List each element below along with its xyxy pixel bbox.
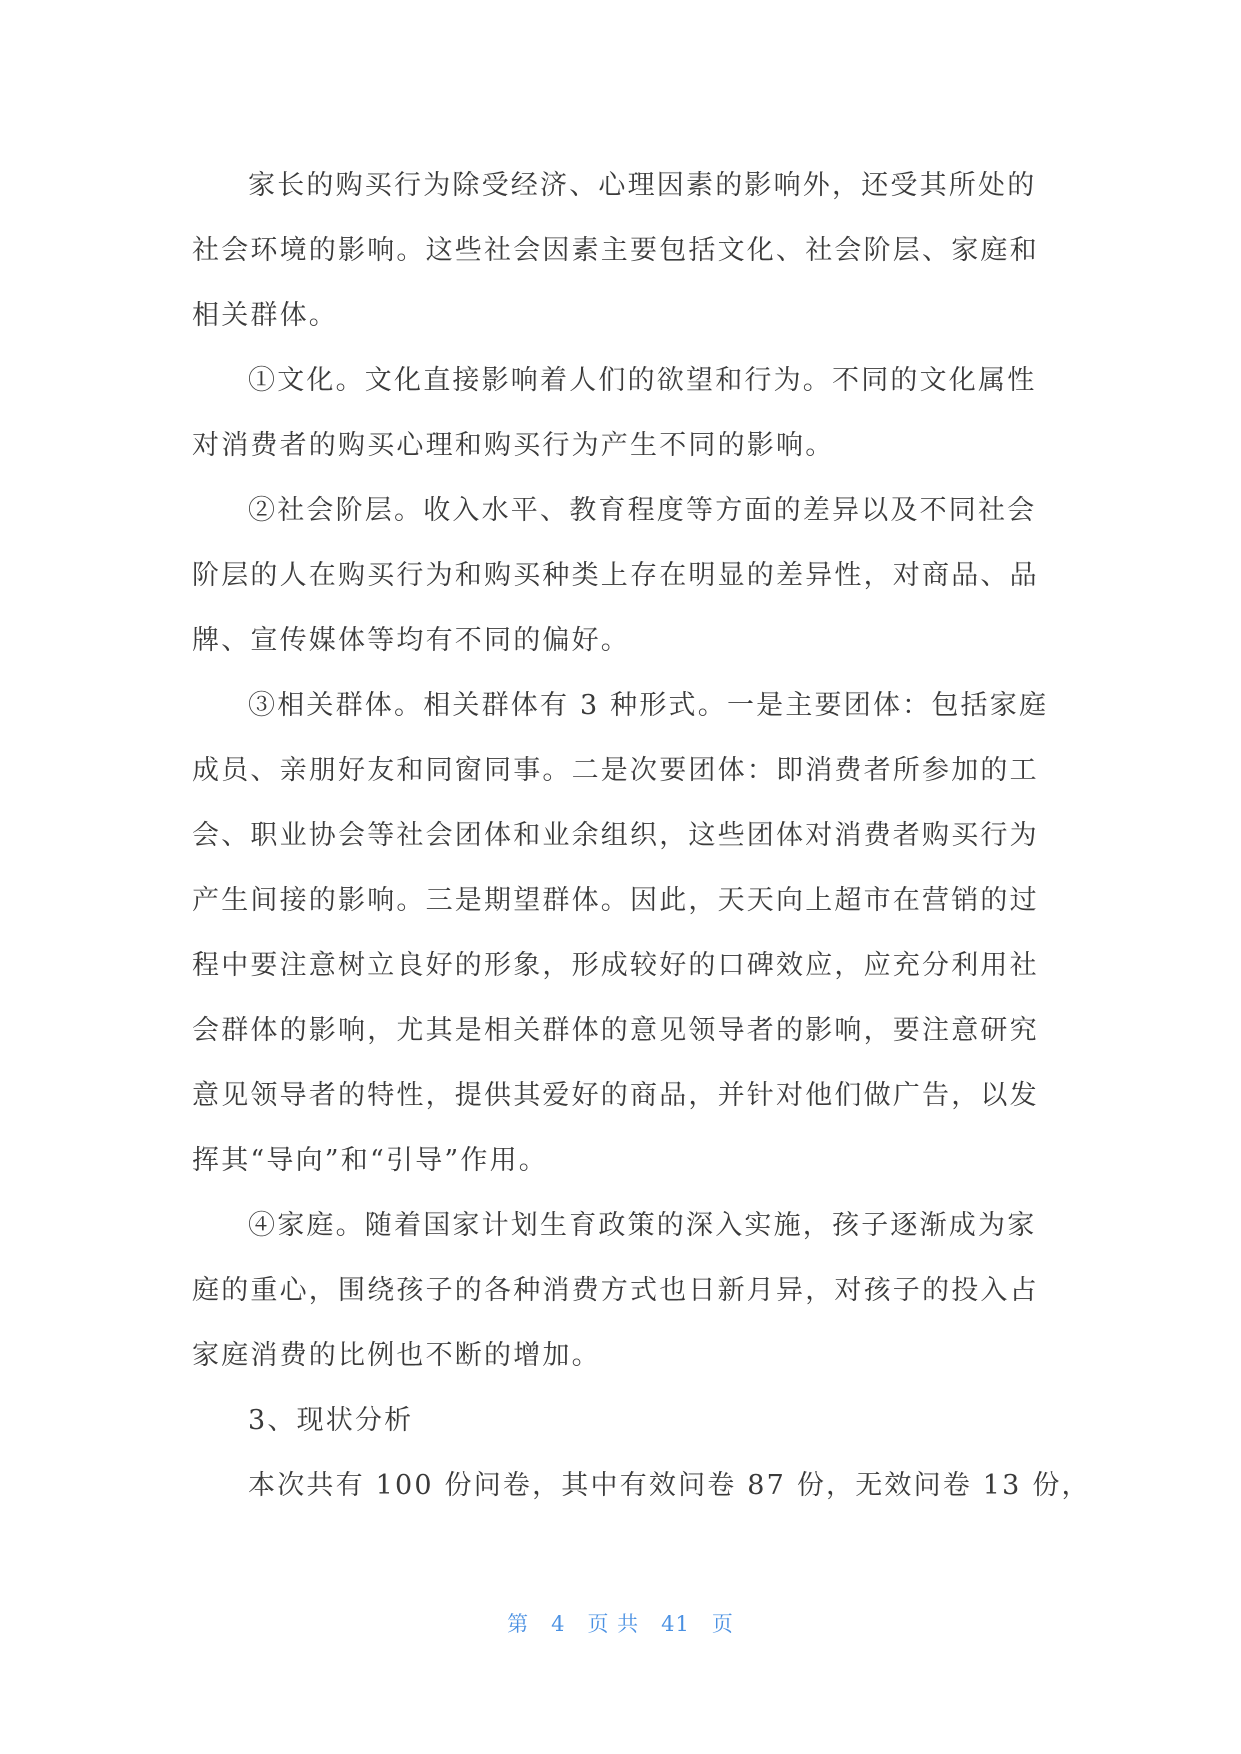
paragraph-line: 会、职业协会等社会团体和业余组织，这些团体对消费者购买行为 bbox=[192, 820, 1039, 851]
footer-suffix: 页 bbox=[711, 1612, 734, 1636]
paragraph-line: 意见领导者的特性，提供其爱好的商品，并针对他们做广告，以发 bbox=[192, 1080, 1039, 1111]
paragraph-line: 家长的购买行为除受经济、心理因素的影响外，还受其所处的 bbox=[248, 170, 1037, 201]
paragraph-line: 阶层的人在购买行为和购买种类上存在明显的差异性，对商品、品 bbox=[192, 560, 1039, 591]
paragraph-line: 程中要注意树立良好的形象，形成较好的口碑效应，应充分利用社 bbox=[192, 950, 1039, 981]
paragraph-line: ④家庭。随着国家计划生育政策的深入实施，孩子逐渐成为家 bbox=[248, 1210, 1037, 1241]
current-page-number: 4 bbox=[551, 1612, 566, 1636]
paragraph-line: 社会环境的影响。这些社会因素主要包括文化、社会阶层、家庭和 bbox=[192, 235, 1039, 266]
paragraph-line: 对消费者的购买心理和购买行为产生不同的影响。 bbox=[192, 430, 835, 461]
document-body bbox=[192, 153, 1091, 1518]
paragraph-line: ②社会阶层。收入水平、教育程度等方面的差异以及不同社会 bbox=[248, 495, 1037, 526]
paragraph-line: 挥其“导向”和“引导”作用。 bbox=[192, 1145, 549, 1176]
total-pages-number: 41 bbox=[661, 1612, 690, 1636]
paragraph-line: 本次共有 100 份问卷，其中有效问卷 87 份，无效问卷 13 份， bbox=[248, 1470, 1091, 1501]
paragraph-line: 产生间接的影响。三是期望群体。因此，天天向上超市在营销的过 bbox=[192, 885, 1039, 916]
paragraph-line: 家庭消费的比例也不断的增加。 bbox=[192, 1340, 601, 1371]
paragraph-line: 相关群体。 bbox=[192, 300, 338, 331]
paragraph-line: ①文化。文化直接影响着人们的欲望和行为。不同的文化属性 bbox=[248, 365, 1037, 396]
paragraph-line: 成员、亲朋好友和同窗同事。二是次要团体：即消费者所参加的工 bbox=[192, 755, 1039, 786]
section-heading: 3、现状分析 bbox=[248, 1405, 414, 1436]
paragraph-line: 庭的重心，围绕孩子的各种消费方式也日新月异，对孩子的投入占 bbox=[192, 1275, 1039, 1306]
footer-prefix: 第 bbox=[507, 1612, 530, 1636]
footer-middle: 页 共 bbox=[587, 1612, 640, 1636]
paragraph-line: 会群体的影响，尤其是相关群体的意见领导者的影响，要注意研究 bbox=[192, 1015, 1039, 1046]
paragraph-line: 牌、宣传媒体等均有不同的偏好。 bbox=[192, 625, 630, 656]
page-footer bbox=[0, 1608, 1241, 1638]
paragraph-line: ③相关群体。相关群体有 3 种形式。一是主要团体：包括家庭 bbox=[248, 690, 1049, 721]
